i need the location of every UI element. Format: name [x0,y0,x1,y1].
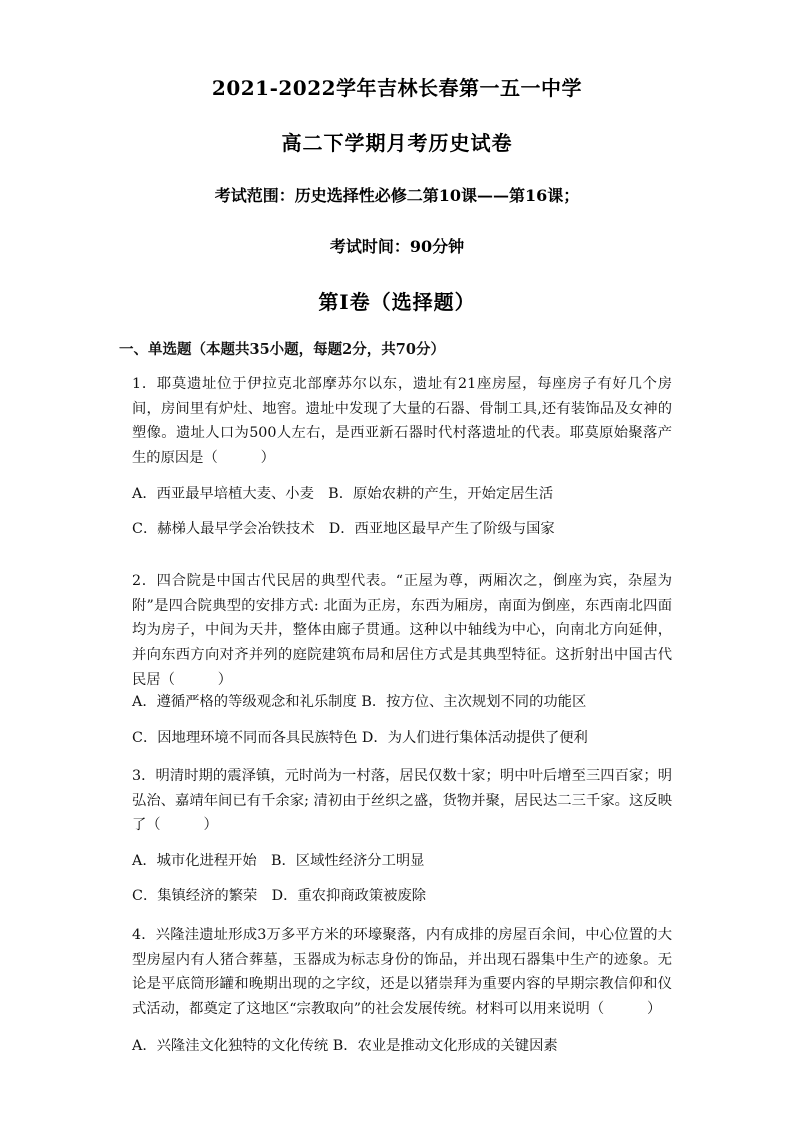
exam-duration: 考试时间：90分钟 [329,237,465,256]
question-1-options-ab: A．西亚最早培植大麦、小麦 B．原始农耕的产生，开始定居生活 [132,486,554,502]
question-1-stem: 1．耶莫遗址位于伊拉克北部摩苏尔以东，遗址有21座房屋，每座房子有好几个房间，房间里有炉灶、地窖。遗址中发现了大量的石器、骨制工具,还有装饰品及女神的塑像。遗址人口为500人左右，是西亚新石器时代村落遗址的代表。耶莫原始聚落产生的原因是（ ） [132,376,672,467]
question-4-options-ab: A．兴隆洼文化独特的文化传统 B．农业是推动文化形成的关键因素 [132,1038,558,1054]
question-2-stem: 2．四合院是中国古代民居的典型代表。“正屋为尊，两厢次之，倒座为宾，杂屋为附”是四合院典型的安排方式: 北面为正房，东西为厢房，南面为倒座，东西南北四面均为房子，中间为天井，整体由廊子贯通。这种以中轴线为中心，向南北方向延伸，并向东西方向对齐并列的庭院建筑布局和居住方式是其典型特征。这折射出中国古代民居（ ） [132,573,672,688]
question-2-options-ab: A．遵循严格的等级观念和礼乐制度 B．按方位、主次规划不同的功能区 [132,694,587,710]
part-heading: 第Ⅰ卷（选择题） [318,290,476,314]
exam-title: 2021-2022学年吉林长春第一五一中学 [211,76,583,100]
exam-subtitle: 高二下学期月考历史试卷 [281,131,513,155]
question-1-options-cd: C．赫梯人最早学会冶铁技术 D．西亚地区最早产生了阶级与国家 [132,521,555,537]
question-3-stem: 3．明清时期的震泽镇，元时尚为一村落，居民仅数十家；明中叶后增至三四百家；明弘治、嘉靖年间已有千余家; 清初由于丝织之盛，货物并聚，居民达二三千家。这反映了（ ） [132,768,672,834]
exam-scope: 考试范围：历史选择性必修二第10课——第16课； [214,186,580,205]
section-heading: 一、单选题（本题共35小题，每题2分，共70分） [119,341,445,358]
question-3-options-ab: A．城市化进程开始 B．区域性经济分工明显 [132,853,425,869]
question-2-options-cd: C．因地理环境不同而各具民族特色 D．为人们进行集体活动提供了便利 [132,730,588,746]
question-3-options-cd: C．集镇经济的繁荣 D．重农抑商政策被废除 [132,888,427,904]
question-4-stem: 4．兴隆洼遗址形成3万多平方米的环壕聚落，内有成排的房屋百余间，中心位置的大型房屋内有人猪合葬墓，玉器成为标志身份的饰品，并出现石器集中生产的迹象。无论是平底筒形罐和晚期出现的之字纹，还是以猪崇拜为重要内容的早期宗教信仰和仪式活动，都奠定了这地区“宗教取向”的社会发展传统。材料可以用来说明（ ） [132,927,672,1018]
